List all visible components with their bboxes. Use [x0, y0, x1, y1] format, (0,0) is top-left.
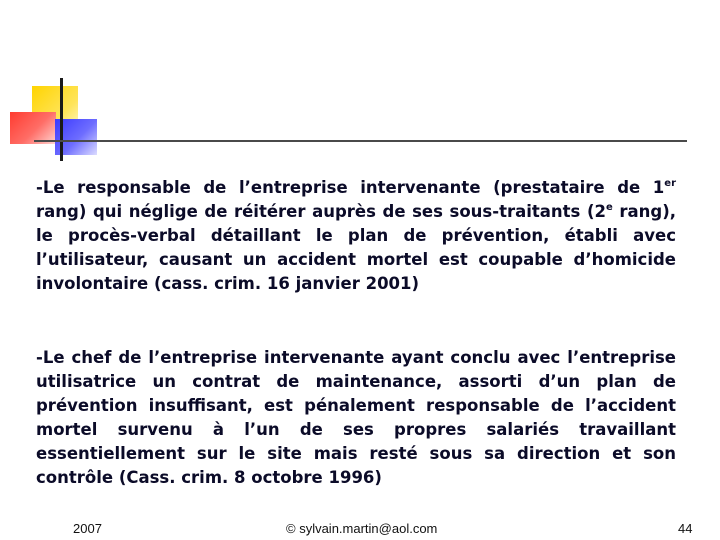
footer-page-number: 44 — [678, 521, 693, 536]
footer-year: 2007 — [73, 521, 102, 536]
superscript-er: er — [664, 178, 676, 189]
title-divider-line — [34, 140, 687, 142]
paragraph-1-part-c: rang), le procès-verbal détaillant le plan de prévention, établi avec l’utilisateur, causant un accident mortel est coupable d’homicide involontaire (cass. crim. 16 janvier 2001) — [36, 202, 677, 293]
paragraph-2: -Le chef de l’entreprise intervenante ayant conclu avec l’entreprise utilisatrice un contrat de maintenance, assorti d’un plan de prévention insuffisant, est pénalement responsable de l’accident mortel survenu à l’un de ses propres salariés travaillant essentiellement sur le site mais resté sous sa direction et son contrôle (Cass. crim. 8 octobre 1996) — [36, 348, 676, 487]
paragraph-1-part-a: -Le responsable de l’entreprise intervenante (prestataire de 1 — [36, 178, 665, 197]
paragraph-1-part-b: rang) qui néglige de réitérer auprès de ses sous-traitants (2 — [36, 202, 606, 221]
superscript-e: e — [605, 202, 613, 213]
footer-email: © sylvain.martin@aol.com — [286, 521, 438, 536]
logo-vertical-line — [60, 78, 63, 161]
paragraph-1 — [36, 176, 676, 296]
